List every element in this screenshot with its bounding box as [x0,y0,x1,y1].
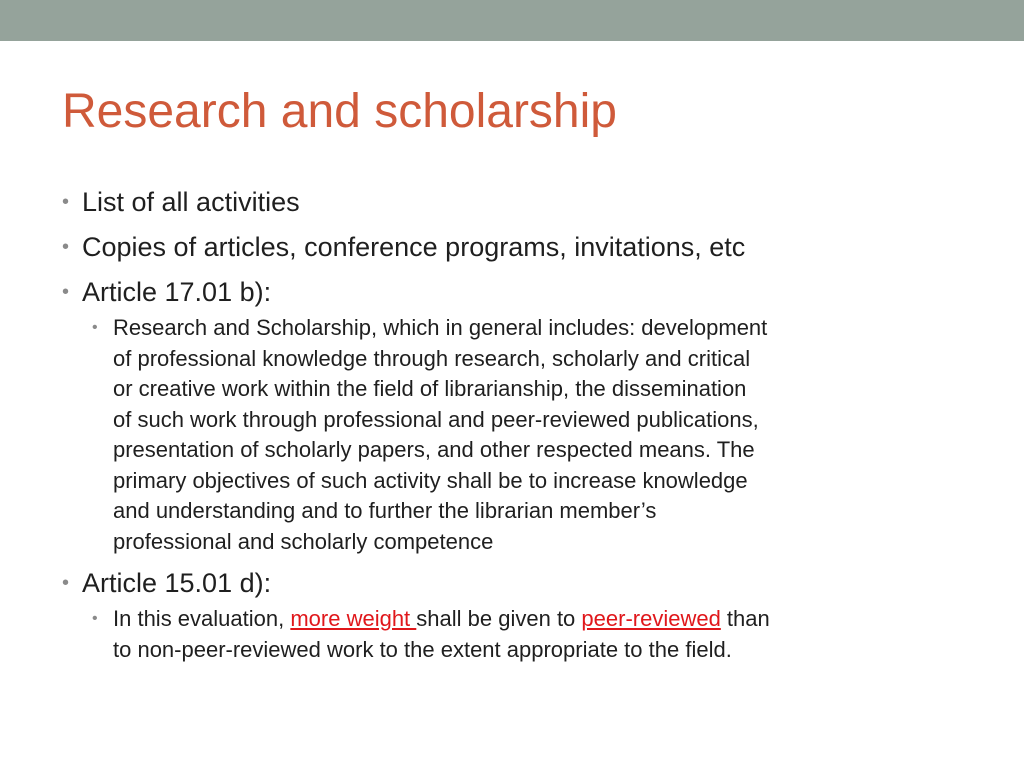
sub-bullet-research-definition [62,313,963,557]
bullet-copies-of-articles [62,227,972,272]
sub-bullet-line: of such work through professional and peer-reviewed publications, [113,406,759,432]
bullet-marker-icon: • [62,236,70,258]
sub-bullet-group-article-15 [62,604,972,674]
bullet-text: Article 17.01 b): [82,277,272,307]
bullet-marker-icon: • [62,572,70,594]
bullet-marker-icon: • [62,191,70,213]
sub-bullet-line: Research and Scholarship, which in general includes: development [113,315,768,340]
slide-title: Research and scholarship [62,85,617,138]
sub-bullet-marker-icon: • [92,319,98,336]
evaluation-suffix-text: than [720,606,770,631]
sub-bullet-evaluation-weight [62,604,963,665]
sub-bullet-line: professional and scholarly competence [113,528,494,554]
sub-bullet-line: presentation of scholarly papers, and other respected means. The [113,437,755,462]
sub-bullet-line [113,604,963,635]
peer-reviewed-link[interactable]: peer-reviewed [581,606,721,631]
sub-bullet-line: and understanding and to further the librarian member’s [113,498,657,523]
bullet-article-17-01-b [62,272,972,315]
sub-bullet-line: primary objectives of such activity shall be to increase knowledge [113,467,748,493]
bullet-article-15-01-d [62,563,972,606]
bullet-marker-icon: • [62,281,70,303]
slide-content [62,182,972,674]
sub-bullet-group-article-17 [62,313,972,563]
evaluation-prefix-text: In this evaluation, [113,606,291,631]
sub-bullet-line: to non-peer-reviewed work to the extent appropriate to the field. [113,636,732,662]
bullet-text: Copies of articles, conference programs, invitations, etc [82,232,746,262]
bullet-text: Article 15.01 d): [82,568,272,598]
sub-bullet-line: of professional knowledge through research, scholarly and critical [113,345,751,371]
sub-bullet-marker-icon: • [92,610,98,627]
sub-bullet-line: or creative work within the field of librarianship, the dissemination [113,376,747,401]
top-accent-bar [0,0,1024,41]
evaluation-middle-text: shall be given to [416,606,582,631]
bullet-list-of-activities [62,182,972,227]
bullet-text: List of all activities [82,187,300,217]
more-weight-link[interactable]: more weight [290,606,417,631]
